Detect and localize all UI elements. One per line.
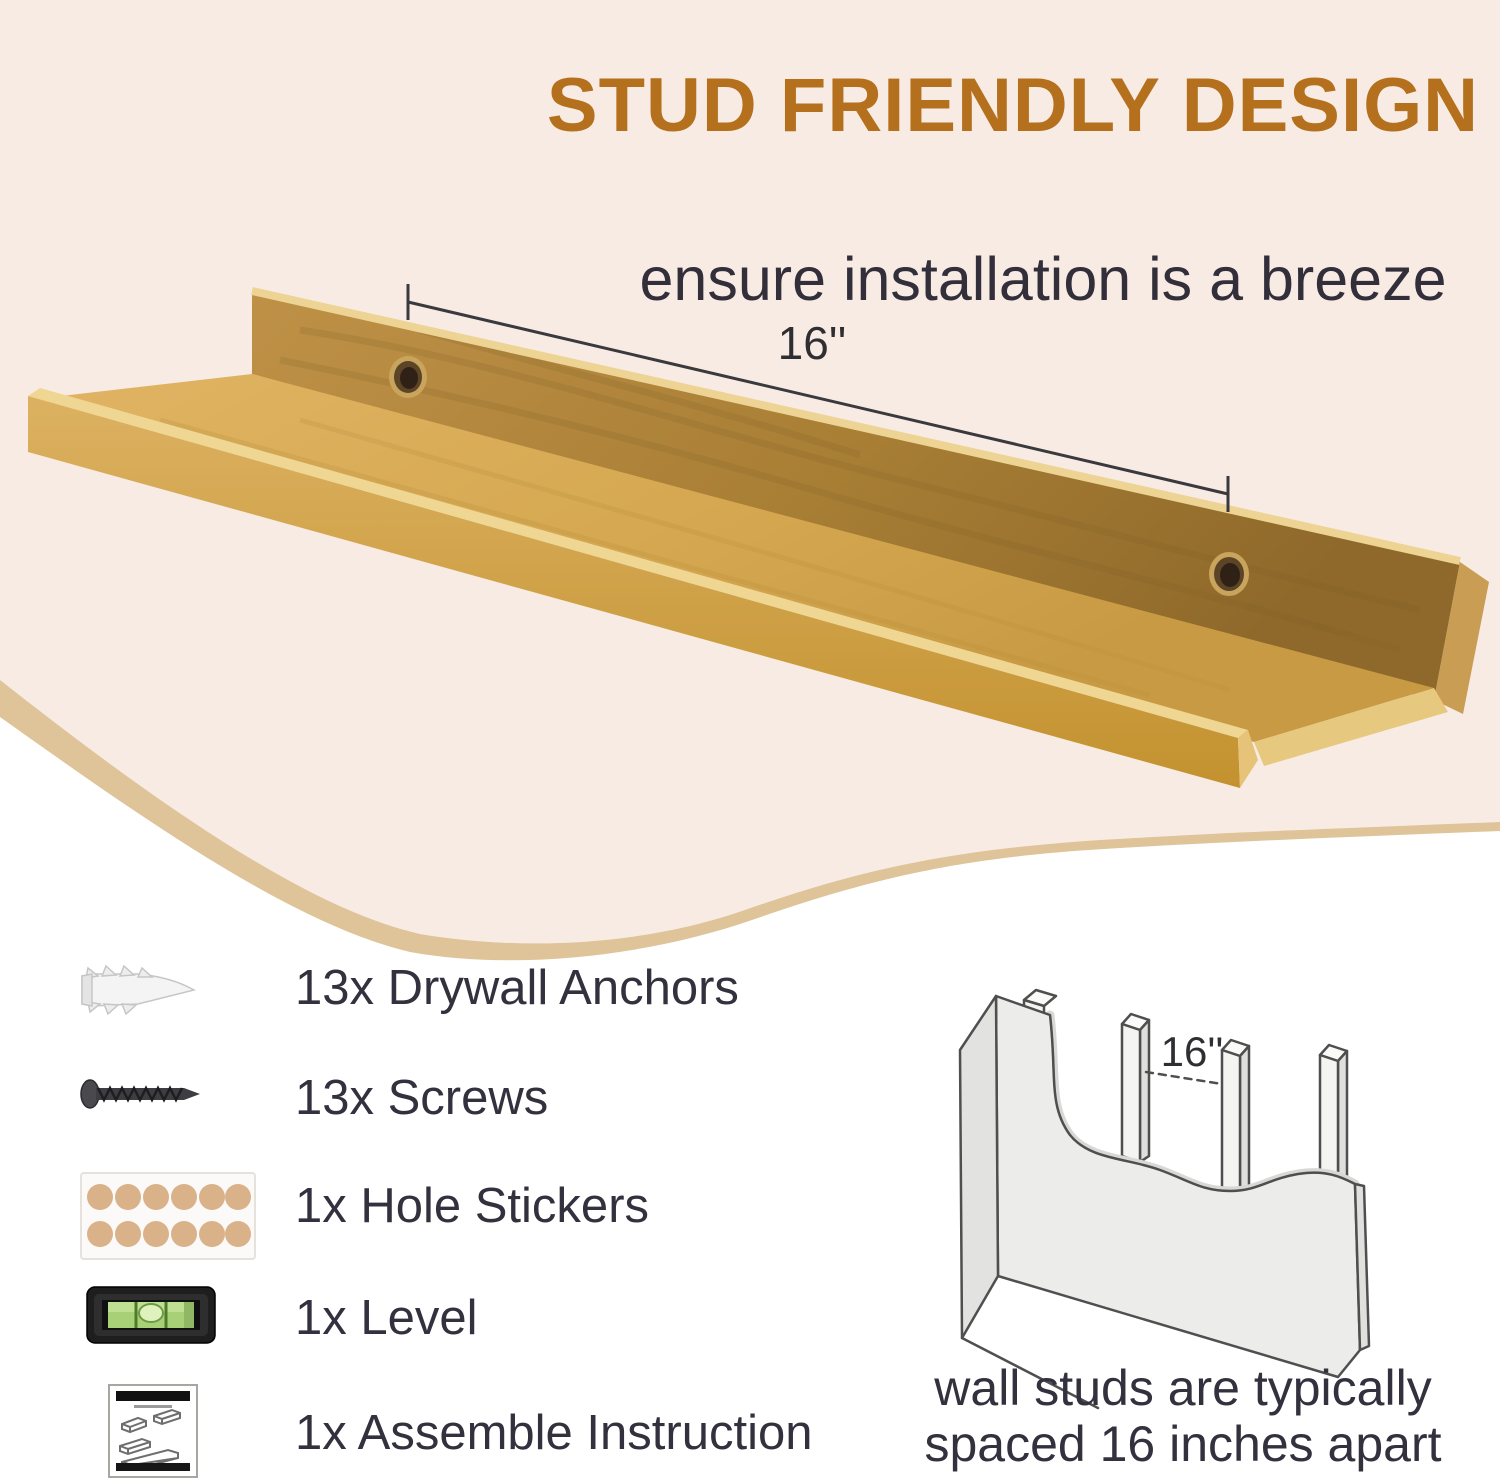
studs-caption-line2: spaced 16 inches apart xyxy=(924,1416,1442,1472)
hardware-label-screws: 13x Screws xyxy=(295,1071,549,1125)
drywall-anchor-icon xyxy=(78,964,202,1016)
level-icon xyxy=(86,1286,216,1344)
stud-4 xyxy=(1320,1045,1347,1190)
studs-caption-line1: wall studs are typically xyxy=(934,1360,1432,1416)
page-subtitle: ensure installation is a breeze xyxy=(639,245,1447,313)
hardware-label-level: 1x Level xyxy=(295,1291,478,1345)
side-wall xyxy=(960,996,998,1338)
screw-icon xyxy=(80,1076,204,1112)
studs-caption xyxy=(905,1360,1461,1472)
studs-dimension-label: 16'' xyxy=(1160,1028,1224,1075)
hardware-label-drywall-anchors: 13x Drywall Anchors xyxy=(295,961,739,1015)
hardware-label-hole-stickers: 1x Hole Stickers xyxy=(295,1179,650,1233)
page-title: STUD FRIENDLY DESIGN xyxy=(546,63,1480,148)
shelf-dimension-label: 16'' xyxy=(777,317,847,369)
hardware-label-instruction: 1x Assemble Instruction xyxy=(295,1406,813,1460)
hole-stickers-icon xyxy=(80,1172,256,1260)
instruction-icon xyxy=(108,1384,198,1478)
